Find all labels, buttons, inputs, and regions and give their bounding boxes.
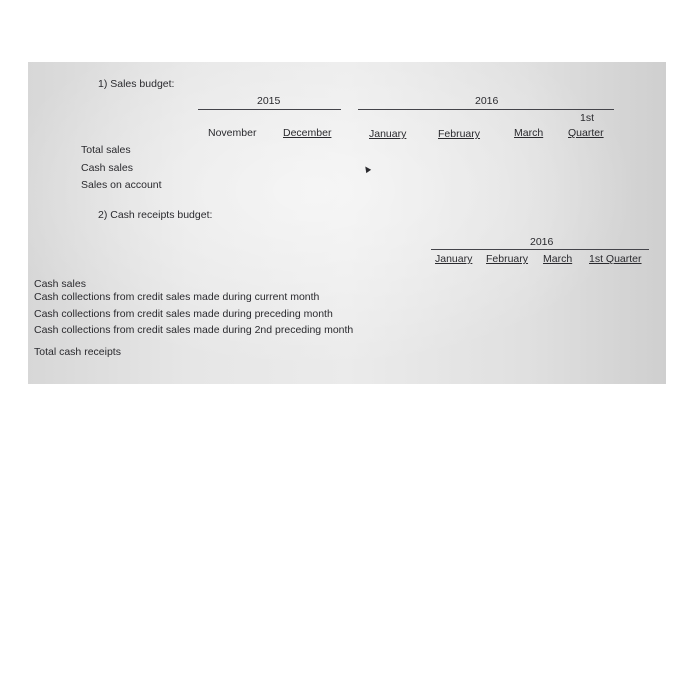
receipts-row-total: Total cash receipts — [34, 346, 121, 358]
col-quarter-line2: Quarter — [568, 127, 604, 139]
col-january: January — [369, 128, 407, 140]
document-photo — [28, 62, 666, 384]
receipts-row-2nd-preceding-month: Cash collections from credit sales made during 2nd preceding month — [34, 324, 354, 336]
col-quarter-line1: 1st — [580, 112, 595, 124]
receipts-year-label: 2016 — [530, 236, 554, 248]
row-total-sales: Total sales — [81, 144, 131, 156]
year-2015-rule — [198, 109, 341, 110]
cash-receipts-title: 2) Cash receipts budget: — [98, 209, 213, 221]
sales-budget-title: 1) Sales budget: — [98, 78, 175, 90]
pointer-icon — [363, 165, 371, 173]
year-2015-label: 2015 — [257, 95, 281, 107]
row-cash-sales: Cash sales — [81, 162, 133, 174]
receipts-row-cash-sales: Cash sales — [34, 278, 86, 290]
receipts-col-quarter: 1st Quarter — [589, 253, 642, 265]
col-december: December — [283, 127, 332, 139]
col-february: February — [438, 128, 481, 140]
year-2016-label: 2016 — [475, 95, 499, 107]
col-march: March — [514, 127, 544, 139]
row-sales-on-account: Sales on account — [81, 179, 162, 191]
receipts-row-preceding-month: Cash collections from credit sales made during preceding month — [34, 308, 333, 320]
receipts-col-january: January — [435, 253, 473, 265]
col-november: November — [208, 127, 257, 139]
receipts-col-february: February — [486, 253, 529, 265]
receipts-row-current-month: Cash collections from credit sales made during current month — [34, 291, 320, 303]
receipts-col-march: March — [543, 253, 573, 265]
year-2016-rule — [358, 109, 614, 110]
receipts-year-rule — [431, 249, 649, 250]
